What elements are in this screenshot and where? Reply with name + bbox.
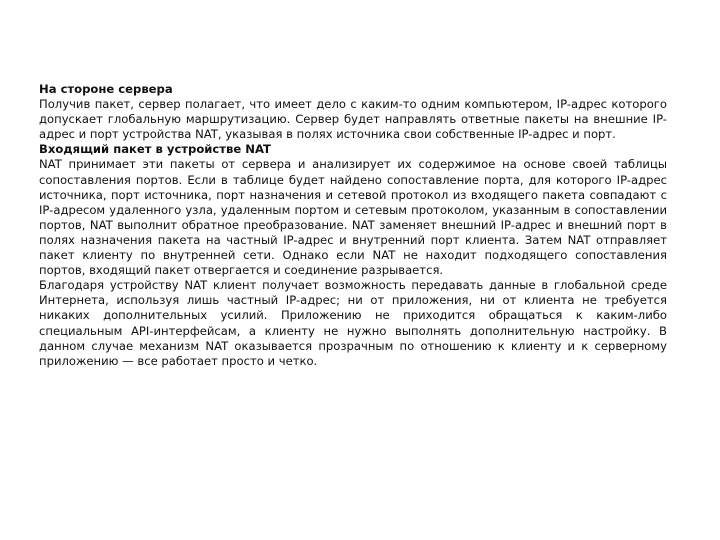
paragraph-server-response: Получив пакет, сервер полагает, что имеет дело с каким-то одним компьютером, IP-адрес которого допускает глобальную маршрутизацию. Сервер будет направлять ответные пакеты на внешние IP-адрес и порт устройства NAT, указывая в полях источника свои собственные IP-адрес и порт. — [39, 97, 667, 142]
document-body — [39, 82, 667, 369]
paragraph-nat-transparency: Благодаря устройству NAT клиент получает возможность передавать данные в глобальной среде Интернета, используя лишь частный IP-адрес; ни от приложения, ни от клиента не требуется никаких дополнительных усилий. Приложению не приходится обращаться к каким-либо специальным API-интерфейсам, а клиенту не нужно выполнять дополнительную настройку. В данном случае механизм NAT оказывается прозрачным по отношению к клиенту и к серверному приложению — все работает просто и четко. — [39, 278, 667, 368]
section-heading-incoming-packet: Входящий пакет в устройстве NAT — [39, 142, 271, 157]
section-heading-server-side: На стороне сервера — [39, 82, 173, 96]
paragraph-nat-translation: NAT принимает эти пакеты от сервера и анализирует их содержимое на основе своей таблицы сопоставления портов. Если в таблице будет найдено сопоставление порта, для которого IP-адрес источника, порт источника, порт назначения и сетевой протокол из входящего пакета совпадают с IP-адресом удаленного узла, удаленным портом и сетевым протоколом, указанным в сопоставлении портов, NAT выполнит обратное преобразование. NAT заменяет внешний IP-адрес и внешний порт в полях назначения пакета на частный IP-адрес и внутренний порт клиента. Затем NAT отправляет пакет клиенту по внутренней сети. Однако если NAT не находит подходящего сопоставления портов, входящий пакет отвергается и соединение разрывается. — [39, 157, 667, 278]
